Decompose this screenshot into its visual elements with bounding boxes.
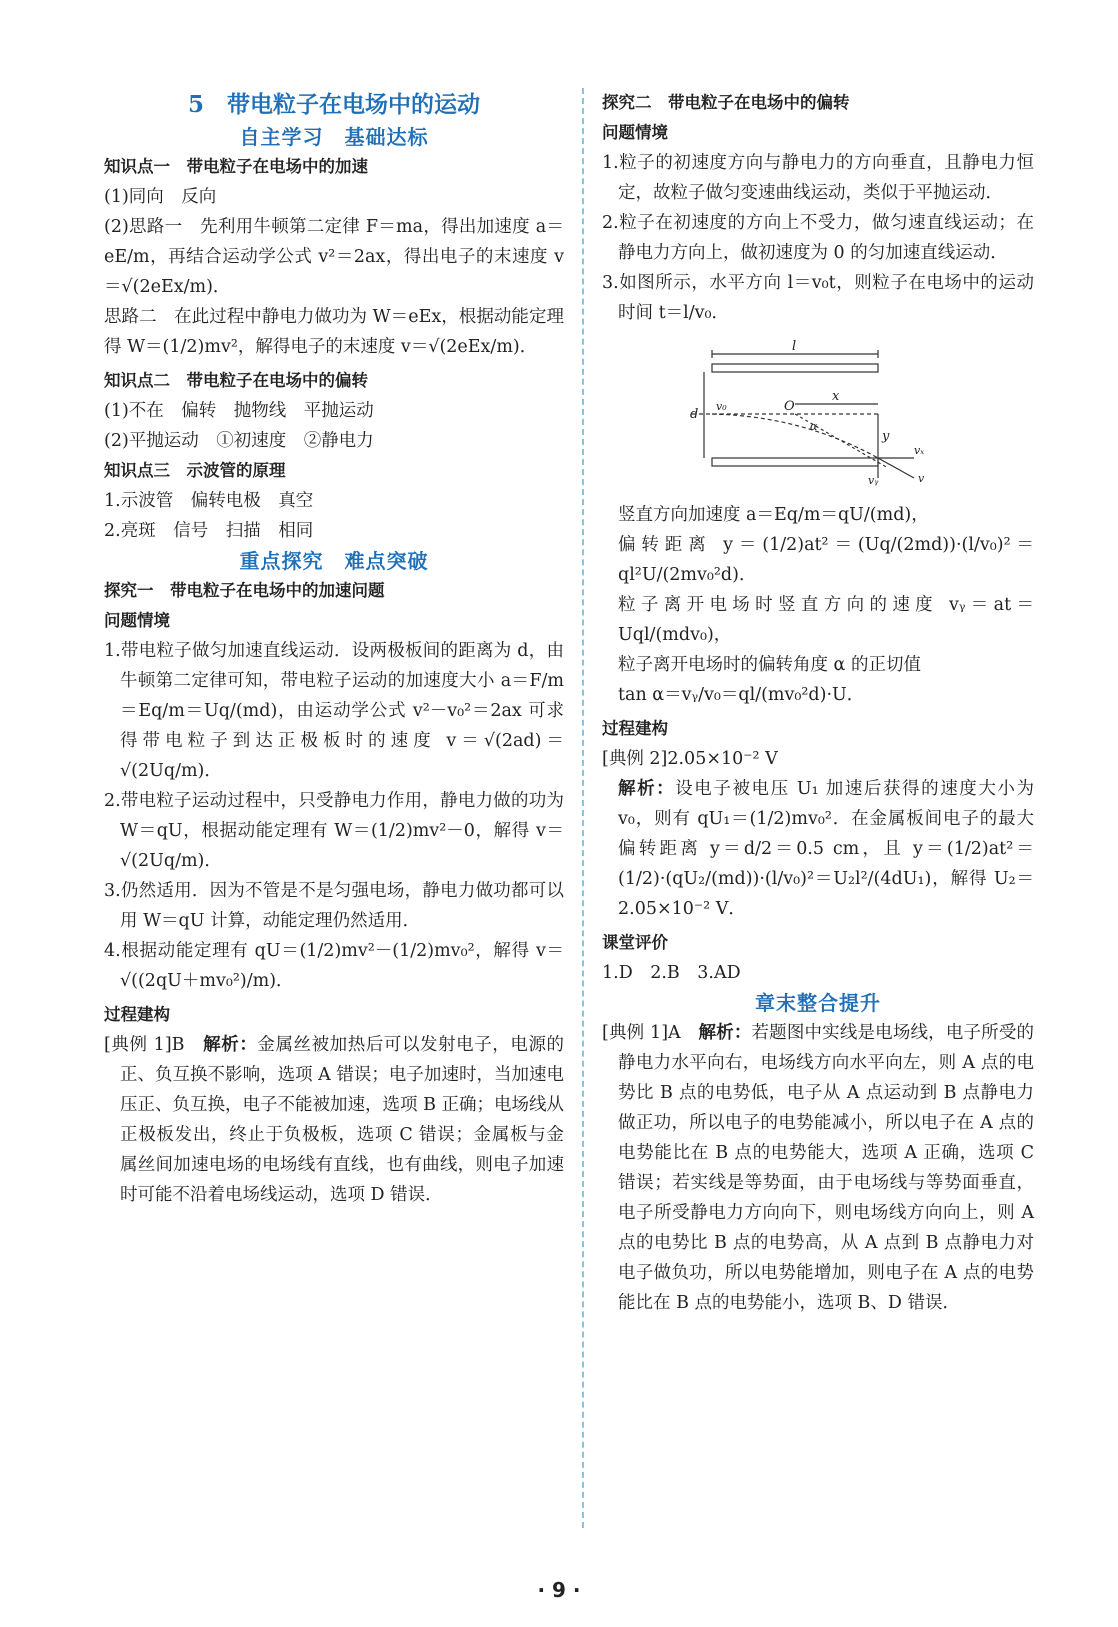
example-1-solution: [典例 1]B 解析：金属丝被加热后可以发射电子，电源的正、负互换不影响，选项 A 错误；电子加速时，当加速电压正、负互换，电子不能被加速，选项 B 正确；电场线从正极板发出，终止于负极板，选项 C 错误；金属板与金属丝间加速电场的电场线有直线，也有曲线，则电子加速时可能不沿着电场线运动，选项 D 错误． bbox=[104, 1035, 565, 1205]
chapter-summary-title: 章末整合提升 bbox=[755, 991, 881, 1015]
inquiry-2-eq-3: 粒子离开电场时竖直方向的速度 vᵧ＝at＝Uql/(mdv₀)， bbox=[618, 595, 1034, 645]
inquiry-1-para-2: 2.带电粒子运动过程中，只受静电力作用，静电力做的功为 W＝qU，根据动能定理有 W＝(1/2)mv²－0，解得 v＝√(2Uq/m)． bbox=[104, 791, 564, 871]
example-2-solution bbox=[602, 774, 1034, 924]
inquiry-2-eq-1: 竖直方向加速度 a＝Eq/m＝qU/(md)， bbox=[618, 505, 929, 525]
inquiry-2-para-1: 1.粒子的初速度方向与静电力的方向垂直，且静电力恒定，故粒子做匀变速曲线运动，类似于平抛运动． bbox=[602, 153, 1034, 203]
inquiry-2-eq-2: 偏转距离 y＝(1/2)at²＝(Uq/(2md))·(l/v₀)²＝ql²U/(2mv₀²d)． bbox=[618, 535, 1034, 585]
label-d: d bbox=[690, 407, 699, 422]
inquiry-1-para-4: 4.根据动能定理有 qU＝(1/2)mv²－(1/2)mv₀²，解得 v＝√((2qU＋mv₀²)/m)． bbox=[104, 941, 564, 991]
chapter-example-1-analysis-label: 解析： bbox=[698, 1023, 752, 1043]
k3-answer-1: 1.示波管 偏转电极 真空 bbox=[104, 491, 314, 511]
example-1-analysis: 金属丝被加热后可以发射电子，电源的正、负互换不影响，选项 A 错误；电子加速时，当加速电压正、负互换，电子不能被加速，选项 B 正确；电场线从正极板发出，终止于负极板，选项 C 错误；金属板与金属丝间加速电场的电场线有直线，也有曲线，则电子加速时可能不沿着电场线运动，选项 D 错误． bbox=[120, 1035, 565, 1205]
inquiry-2-para-3: 3.如图所示，水平方向 l＝v₀t，则粒子在电场中的运动时间 t＝l/v₀． bbox=[602, 273, 1034, 323]
knowledge-point-1-heading: 知识点一 带电粒子在电场中的加速 bbox=[104, 157, 368, 176]
v-vector bbox=[878, 458, 914, 478]
trajectory bbox=[712, 414, 878, 458]
inquiry-1-para-3: 3.仍然适用．因为不管是不是匀强电场，静电力做功都可以用 W＝qU 计算，动能定理仍然适用． bbox=[104, 881, 564, 931]
k2-answer-2: (2)平抛运动 ①初速度 ②静电力 bbox=[104, 431, 374, 451]
label-v0: v₀ bbox=[716, 400, 727, 413]
label-l: l bbox=[792, 339, 797, 354]
example-1-answer: B bbox=[171, 1035, 185, 1055]
k1-answer-3: 思路二 在此过程中静电力做功为 W＝eEx，根据动能定理得 W＝(1/2)mv²，解得电子的末速度 v＝√(2eEx/m)． bbox=[104, 307, 564, 357]
label-x: x bbox=[832, 389, 840, 404]
k1-answer-2: (2)思路一 先利用牛顿第二定律 F＝ma，得出加速度 a＝eE/m，再结合运动学公式 v²＝2ax，得出电子的末速度 v＝√(2eEx/m)． bbox=[104, 217, 564, 297]
example-2-tag: 典例 2 bbox=[608, 749, 661, 769]
left-column bbox=[104, 88, 564, 1210]
example-1-tag: 典例 1 bbox=[110, 1035, 165, 1055]
chapter-example-1-answer: A bbox=[668, 1023, 681, 1043]
k3-answer-2: 2.亮斑 信号 扫描 相同 bbox=[104, 521, 314, 541]
page-number: · 9 · bbox=[537, 1578, 581, 1602]
label-vy: vᵧ bbox=[868, 474, 879, 486]
example-2-analysis: 设电子被电压 U₁ 加速后获得的速度大小为 v₀，则有 qU₁＝(1/2)mv₀²．在金属板间电子的最大偏转距离 y＝d/2＝0.5 cm，且 y＝(1/2)at²＝(1/2)·(qU₂/(md))·(l/v₀)²＝U₂l²/(4dU₁)，解得 U₂＝2.05×10⁻² V． bbox=[618, 779, 1035, 919]
inquiry-2-build-label: 过程建构 bbox=[602, 719, 668, 738]
label-y: y bbox=[882, 429, 890, 444]
example-2-analysis-label: 解析： bbox=[618, 779, 676, 799]
section-title: 5 带电粒子在电场中的运动 bbox=[187, 91, 480, 118]
chapter-example-1-tag: 典例 1 bbox=[608, 1023, 662, 1043]
subtitle-self-study: 自主学习 基础达标 bbox=[239, 125, 429, 149]
inquiry-2-para-2: 2.粒子在初速度的方向上不受力，做匀速直线运动；在静电力方向上，做初速度为 0 的匀加速直线运动． bbox=[602, 213, 1034, 263]
upper-plate bbox=[712, 364, 878, 372]
inquiry-1-para-1: 1.带电粒子做匀加速直线运动．设两极板间的距离为 d，由牛顿第二定律可知，带电粒子运动的加速度大小 a＝F/m＝Eq/m＝Uq/(md)，由运动学公式 v²－v₀²＝2ax 可求得带电粒子到达正极板时的速度 v＝√(2ad)＝√(2Uq/m)． bbox=[104, 641, 564, 781]
column-divider bbox=[582, 88, 584, 1528]
subtitle-key-points: 重点探究 难点突破 bbox=[239, 549, 429, 573]
knowledge-point-2-heading: 知识点二 带电粒子在电场中的偏转 bbox=[104, 371, 368, 390]
k2-answer-1: (1)不在 偏转 抛物线 平抛运动 bbox=[104, 401, 374, 421]
inquiry-1-heading: 探究一 带电粒子在电场中的加速问题 bbox=[104, 581, 385, 600]
inquiry-1-build-label: 过程建构 bbox=[104, 1005, 170, 1024]
inquiry-2-eq-5: tan α＝vᵧ/v₀＝ql/(mv₀²d)·U． bbox=[618, 685, 865, 705]
chapter-example-1-analysis: 若题图中实线是电场线，电子所受的静电力水平向右，电场线方向水平向左，则 A 点的电势比 B 点的电势低，电子从 A 点运动到 B 点静电力做正功，所以电子的电势能减小，所以电子在 A 点的电势能比在 B 点的电势能大，选项 A 正确，选项 C 错误；若实线是等势面，由于电场线与等势面垂直，电子所受静电力方向向下，则电场线方向向上，则 A 点的电势比 B 点的电势高，从 A 点到 B 点静电力对电子做负功，所以电势能增加，则电子在 A 点的电势能比在 B 点的电势能小，选项 B、D 错误． bbox=[618, 1023, 1035, 1313]
deflection-diagram bbox=[682, 336, 942, 486]
example-1-analysis-label: 解析： bbox=[203, 1035, 258, 1055]
label-vx: vₓ bbox=[914, 444, 925, 457]
inquiry-1-problem-label: 问题情境 bbox=[104, 611, 170, 630]
example-2-header: [典例 2]2.05×10⁻² V bbox=[602, 749, 778, 769]
inquiry-2-problem-label: 问题情境 bbox=[602, 123, 668, 142]
inquiry-2-eq-4: 粒子离开电场时的偏转角度 α 的正切值 bbox=[618, 655, 921, 675]
label-alpha: α bbox=[810, 420, 818, 433]
label-O: O bbox=[784, 399, 795, 414]
example-2-answer: 2.05×10⁻² V bbox=[667, 749, 778, 769]
lower-plate bbox=[712, 458, 878, 466]
class-evaluation-label: 课堂评价 bbox=[602, 933, 668, 952]
chapter-example-1-solution: [典例 1]A 解析：若题图中实线是电场线，电子所受的静电力水平向右，电场线方向水平向左，则 A 点的电势比 B 点的电势低，电子从 A 点运动到 B 点静电力做正功，所以电子的电势能减小，所以电子在 A 点的电势能比在 B 点的电势能大，选项 A 正确，选项 C 错误；若实线是等势面，由于电场线与等势面垂直，电子所受静电力方向向下，则电场线方向向上，则 A 点的电势比 B 点的电势高，从 A 点到 B 点静电力对电子做负功，所以电势能增加，则电子在 A 点的电势能比在 B 点的电势能小，选项 B、D 错误． bbox=[602, 1023, 1035, 1313]
knowledge-point-3-heading: 知识点三 示波管的原理 bbox=[104, 461, 286, 480]
label-v: v bbox=[918, 472, 925, 485]
right-column bbox=[602, 88, 1034, 1318]
class-evaluation-answers: 1.D 2.B 3.AD bbox=[602, 963, 741, 983]
k1-answer-1: (1)同向 反向 bbox=[104, 187, 217, 207]
inquiry-2-heading: 探究二 带电粒子在电场中的偏转 bbox=[602, 93, 850, 112]
